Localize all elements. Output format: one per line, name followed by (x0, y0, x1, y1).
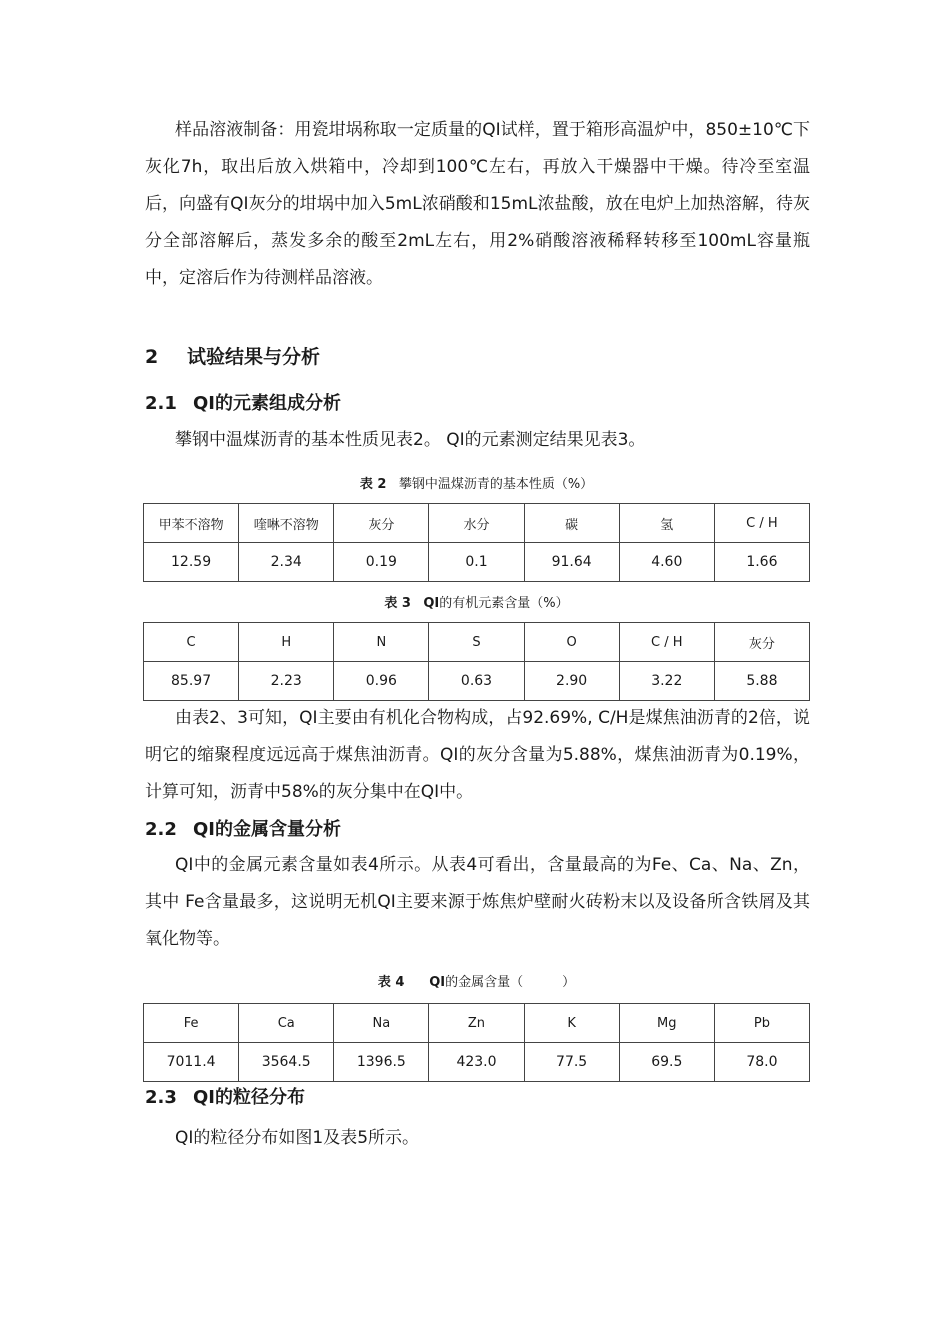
section-number: 2.3 (145, 1087, 177, 1108)
table-header-row (144, 1004, 810, 1043)
table-cell: 3.22 (619, 662, 714, 701)
table-header-cell: Fe (144, 1004, 239, 1043)
table-header-cell: 灰分 (334, 504, 429, 543)
table-title: 的金属含量（ ） (445, 975, 576, 990)
section-title: 的金属含量分析 (215, 819, 341, 840)
table-cell: 77.5 (524, 1043, 619, 1082)
table-header-cell: 甲苯不溶物 (144, 504, 239, 543)
section-qi: QI (193, 393, 215, 414)
table-header-cell: C (144, 623, 239, 662)
section-number: 2 (145, 346, 159, 368)
table-cell: 0.19 (334, 543, 429, 582)
section-2-1-paragraph: 攀钢中温煤沥青的基本性质见表2。 QI的元素测定结果见表3。 (175, 430, 646, 450)
table-2 (143, 503, 810, 582)
table-title: 的有机元素含量（%） (439, 596, 569, 611)
table-label: 表 4 (377, 975, 405, 990)
table-cell: 2.90 (524, 662, 619, 701)
table-cell: 1.66 (714, 543, 809, 582)
table-header-cell: Pb (714, 1004, 809, 1043)
table-header-cell: H (239, 623, 334, 662)
table-header-cell: O (524, 623, 619, 662)
table-label: 表 2 (359, 477, 387, 492)
table-header-row (144, 504, 810, 543)
table-cell: 0.96 (334, 662, 429, 701)
section-title: 试验结果与分析 (187, 346, 321, 368)
table-analysis-paragraph: 由表2、3可知，QI主要由有机化合物构成，占92.69%, C/H是煤焦油沥青的2倍，说明它的缩聚程度远远高于煤焦油沥青。QI的灰分含量为5.88%，煤焦油沥青为0.19%，计算可知，沥青中58%的灰分集中在QI中。 (145, 708, 810, 802)
section-2-3-paragraph: QI的粒径分布如图1及表5所示。 (175, 1128, 420, 1148)
table-cell: 12.59 (144, 543, 239, 582)
table-header-cell: 水分 (429, 504, 524, 543)
table-header-cell: Mg (619, 1004, 714, 1043)
table-header-cell: C / H (714, 504, 809, 543)
section-2-2-paragraph: QI中的金属元素含量如表4所示。从表4可看出，含量最高的为Fe、Ca、Na、Zn， 其中 Fe含量最多，这说明无机QI主要来源于炼焦炉壁耐火砖粉末以及设备所含铁屑及其氧化物等。 (145, 855, 810, 949)
table-header-cell: S (429, 623, 524, 662)
table-header-row (144, 623, 810, 662)
table-cell: 0.1 (429, 543, 524, 582)
table-cell: 2.23 (239, 662, 334, 701)
table-3 (143, 622, 810, 701)
table-header-cell: N (334, 623, 429, 662)
table-cell: 5.88 (714, 662, 809, 701)
sample-prep-paragraph: 样品溶液制备：用瓷坩埚称取一定质量的QI试样，置于箱形高温炉中，850±10℃下灰化7h，取出后放入烘箱中，冷却到100℃左右，再放入干燥器中干燥。待冷至室温后，向盛有QI灰分的坩埚中加入5mL浓硝酸和15mL浓盐酸，放在电炉上加热溶解，待灰分全部溶解后，蒸发多余的酸至2mL左右，用2%硝酸溶液稀释转移至100mL容量瓶中，定溶后作为待测样品溶液。 (145, 120, 810, 288)
section-number: 2.2 (145, 819, 177, 840)
table-header-cell: Zn (429, 1004, 524, 1043)
table-2-caption (143, 475, 810, 495)
section-title: 的粒径分布 (215, 1087, 305, 1108)
table-cell: 1396.5 (334, 1043, 429, 1082)
table-qi: QI (423, 596, 440, 611)
section-2-2-heading (145, 817, 341, 843)
table-header-cell: Ca (239, 1004, 334, 1043)
section-title: 的元素组成分析 (215, 393, 341, 414)
table-4 (143, 1003, 810, 1082)
table-qi: QI (429, 975, 446, 990)
table-header-cell: Na (334, 1004, 429, 1043)
table-cell: 69.5 (619, 1043, 714, 1082)
table-cell: 3564.5 (239, 1043, 334, 1082)
section-2-3-heading (145, 1085, 305, 1111)
table-header-cell: 氢 (619, 504, 714, 543)
section-2-1-heading (145, 391, 341, 417)
section-2-heading (145, 343, 320, 371)
table-cell: 2.34 (239, 543, 334, 582)
table-label: 表 3 (384, 596, 411, 611)
table-3-caption (143, 594, 810, 614)
section-number: 2.1 (145, 393, 177, 414)
table-header-cell: 灰分 (714, 623, 809, 662)
table-cell: 85.97 (144, 662, 239, 701)
table-header-cell: C / H (619, 623, 714, 662)
table-cell: 4.60 (619, 543, 714, 582)
table-row (144, 543, 810, 582)
table-4-caption (143, 973, 810, 993)
table-header-cell: 碳 (524, 504, 619, 543)
table-header-cell: 喹啉不溶物 (239, 504, 334, 543)
table-cell: 7011.4 (144, 1043, 239, 1082)
section-qi: QI (193, 819, 215, 840)
table-cell: 423.0 (429, 1043, 524, 1082)
table-header-cell: K (524, 1004, 619, 1043)
table-row (144, 1043, 810, 1082)
table-cell: 91.64 (524, 543, 619, 582)
table-cell: 0.63 (429, 662, 524, 701)
table-cell: 78.0 (714, 1043, 809, 1082)
table-row (144, 662, 810, 701)
section-qi: QI (193, 1087, 215, 1108)
table-title: 攀钢中温煤沥青的基本性质（%） (398, 477, 594, 492)
